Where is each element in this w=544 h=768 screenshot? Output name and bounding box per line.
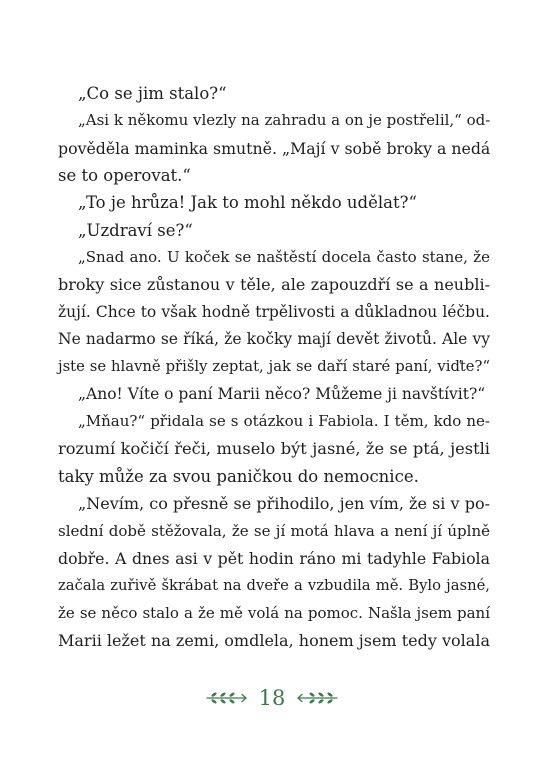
text-line: rozumí kočičí řeči, muselo být jasné, že se ptá, jestli xyxy=(58,439,490,459)
text-line: taky může za svou paničkou do nemocnice. xyxy=(58,466,419,486)
text-line: pověděla maminka smutně. „Mají v sobě broky a nedá xyxy=(58,138,491,158)
text-line: „Uzdraví se?“ xyxy=(78,220,193,240)
text-line: „To je hrůza! Jak to mohl někdo udělat?“ xyxy=(78,193,417,213)
text-line: „Ano! Víte o paní Marii něco? Můžeme ji navštívit?“ xyxy=(78,384,486,403)
text-line: „Snad ano. U koček se naštěstí docela často stane, že xyxy=(78,248,490,267)
text-line: že se něco stalo a že mě volá na pomoc. Našla jsem paní xyxy=(58,603,490,622)
text-line: jste se hlavně přišly zeptat, jak se daří staré paní, viďte?“ xyxy=(58,358,490,376)
text-line: Marii ležet na zemi, omdlela, honem jsem tedy volala xyxy=(58,630,490,650)
page-number: 18 xyxy=(258,686,286,710)
text-line: „Nevím, co přesně se přihodilo, jen vím, že si v po- xyxy=(78,494,490,514)
leaf-sprig-right-icon xyxy=(295,691,339,705)
text-line: slední době stěžovala, že se jí motá hlava a není jí úplně xyxy=(58,521,490,540)
text-line: „Asi k někomu vlezly na zahradu a on je postřelil,“ od- xyxy=(78,111,491,130)
text-line: „Co se jim stalo?“ xyxy=(78,84,227,103)
text-line: se to operovat.“ xyxy=(58,166,191,186)
body-text xyxy=(58,80,490,654)
text-line: Ne nadarmo se říká, že kočky mají devět životů. Ale vy xyxy=(58,330,490,349)
leaf-sprig-left-icon xyxy=(205,691,249,705)
text-line: žují. Chce to však hodně trpělivosti a důkladnou léčbu. xyxy=(58,302,490,321)
text-line: začala zuřivě škrábat na dveře a vzbudila mě. Bylo jasné, xyxy=(58,577,490,595)
page-footer xyxy=(0,684,544,712)
text-line: broky sice zůstanou v těle, ale zapouzdří se a neubli- xyxy=(58,275,490,295)
text-line: „Mňau?“ přidala se s otázkou i Fabiola. I těm, kdo ne- xyxy=(78,412,490,431)
text-line: dobře. A dnes asi v pět hodin ráno mi tadyhle Fabiola xyxy=(58,548,490,568)
